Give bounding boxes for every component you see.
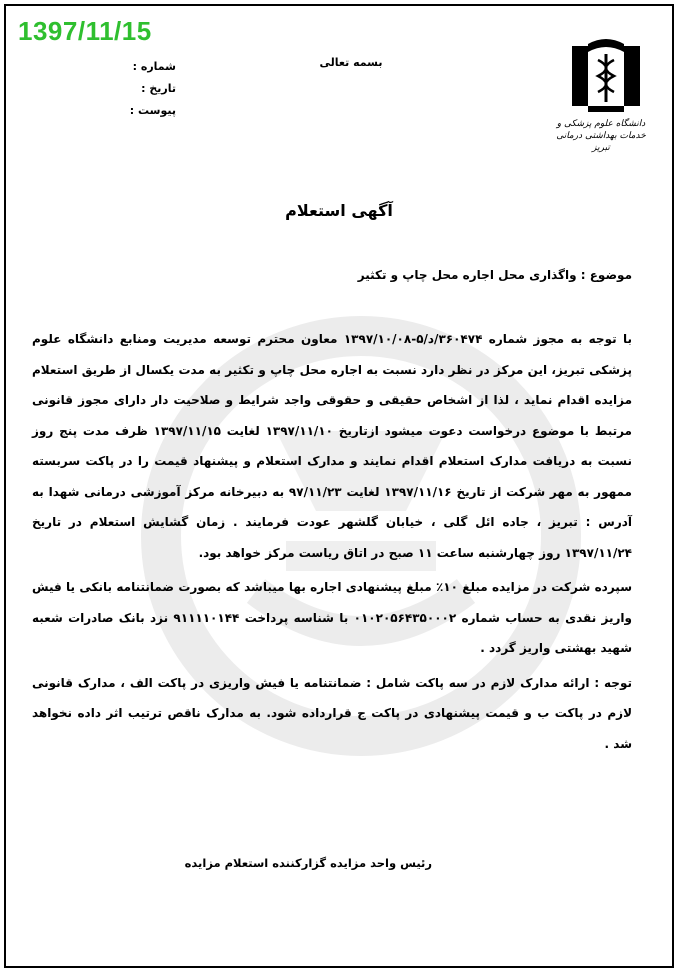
paragraph-deposit: سپرده شرکت در مزایده مبلغ ۱۰٪ مبلغ پیشنهادی اجاره بها میباشد که بصورت ضمانتنامه بانکی یا فیش واریز نقدی به حساب شماره ۰۱۰۲۰۵۶۴۳۵۰۰۰۲ با شناسه پرداخت ۹۱۱۱۱۰۱۴۴ نزد بانک صادرات شعبه شهید بهشتی واریز گردد . [32,580,633,655]
paragraph-note: توجه : ارائه مدارک لازم در سه پاکت شامل : ضمانتنامه یا فیش واریزی در پاکت الف ، مدارک قانونی لازم در پاکت ب و قیمت پیشنهادی در پاکت ج قرارداده شود. به مدارک ناقص ترتیب اثر داده نخواهد شد . [32,675,632,751]
document-page [4,4,674,968]
bismillah: بسمه تعالی [319,56,383,69]
subject-line: موضوع : واگذاری محل اجاره محل چاپ و تکثیر [357,268,632,282]
number-label: شماره : [132,60,176,73]
body-text [32,324,632,763]
attachment-label: پیوست : [129,104,176,117]
page-title: آگهی استعلام [285,201,393,220]
date-stamp: 1397/11/15 [18,16,152,46]
document-meta [116,56,176,122]
university-logo-icon [566,36,646,116]
signature-line: رئیس واحد مزایده گزارکننده استعلام مزایده [184,856,432,870]
logo-caption: دانشگاه علوم پزشکی و خدمات بهداشتی درمانی تبریز [556,119,646,153]
date-label: تاریخ : [141,82,176,95]
paragraph-main: با توجه به مجوز شماره ۳۶۰۴۷۴/د/۵-۱۳۹۷/۱۰/۰۸ معاون محترم توسعه مدیریت ومنابع دانشگاه علوم پزشکی تبریز، این مرکز در نظر دارد نسبت به اجاره محل چاپ و تکثیر به مدت یکسال از طریق استعلام مزایده اقدام نماید ، لذا از اشخاص حقیقی و حقوقی واجد شرایط و صلاحیت دار دارای مجوز قانونی مرتبط با موضوع درخواست دعوت میشود ازتاریخ ۱۳۹۷/۱۱/۱۰ لغایت ۱۳۹۷/۱۱/۱۵ ظرف مدت پنج روز نسبت به دریافت مدارک استعلام اقدام نمایند و مدارک استعلام و پیشنهاد قیمت را در پاکت سربسته ممهور به مهر شرکت از تاریخ ۱۳۹۷/۱۱/۱۶ لغایت ۹۷/۱۱/۲۳ به دبیرخانه مرکز آموزشی درمانی شهدا به آدرس : تبریز ، جاده ائل گلی ، خیابان گلشهر عودت فرمایند . زمان گشایش استعلام در تاریخ ۱۳۹۷/۱۱/۲۴ روز چهارشنبه ساعت ۱۱ صبح در اتاق ریاست مرکز خواهد بود. [32,332,633,560]
